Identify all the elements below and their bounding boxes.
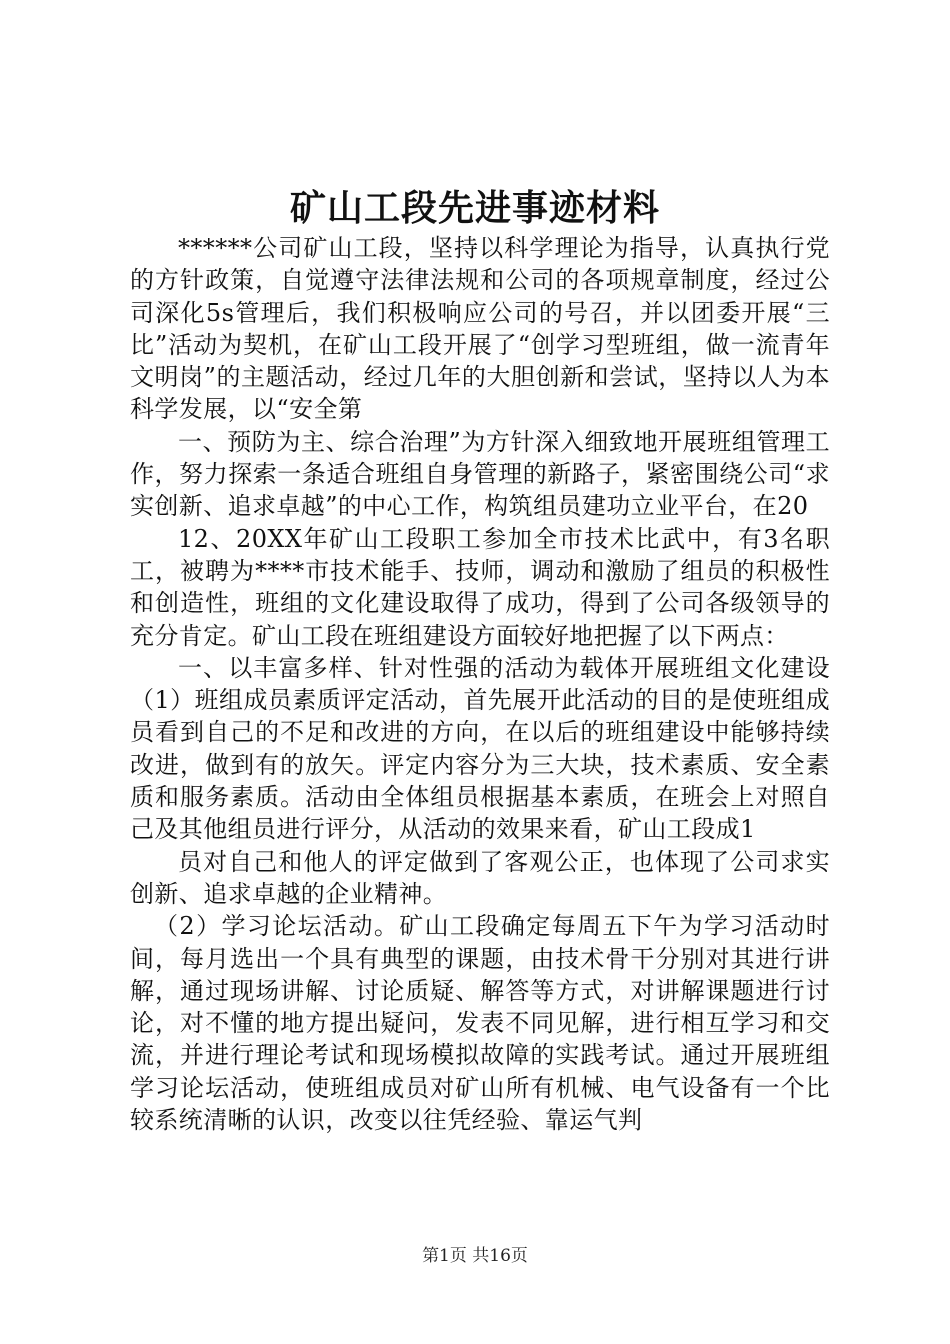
document-title: 矿山工段先进事迹材料 <box>289 187 660 229</box>
paragraph-activities-evaluation: 一、以丰富多样、针对性强的活动为载体开展班组文化建设（1）班组成员素质评定活动，首先展开此活动的目的是使班组成员看到自己的不足和改进的方向，在以后的班组建设中能够持续改进，做到有的放矢。评定内容分为三大块，技术素质、安全素质和服务素质。活动由全体组员根据基本素质，在班会上对照自己及其他组员进行评分，从活动的效果来看，矿山工段成1 <box>130 653 830 844</box>
paragraph-safety-policy: 一、预防为主、综合治理”为方针深入细致地开展班组管理工作，努力探索一条适合班组自身管理的新路子，紧密围绕公司“求实创新、追求卓越”的中心工作，构筑组员建功立业平台，在20 <box>130 427 830 521</box>
document-body <box>130 232 830 1136</box>
paragraph-intro: ******公司矿山工段，坚持以科学理论为指导，认真执行党的方针政策，自觉遵守法律法规和公司的各项规章制度，经过公司深化5s管理后，我们积极响应公司的号召，并以团委开展“三比”活动为契机，在矿山工段开展了“创学习型班组，做一流青年文明岗”的主题活动，经过几年的大胆创新和尝试，坚持以人为本科学发展，以“安全第 <box>130 234 830 424</box>
paragraph-evaluation-result: 员对自己和他人的评定做到了客观公正，也体现了公司求实创新、追求卓越的企业精神。 <box>130 847 830 908</box>
paragraph-study-forum: （2）学习论坛活动。矿山工段确定每周五下午为学习活动时间，每月选出一个具有典型的课题，由技术骨干分别对其进行讲解，通过现场讲解、讨论质疑、解答等方式，对讲解课题进行讨论，对不懂的地方提出疑问，发表不同见解，进行相互学习和交流，并进行理论考试和现场模拟故障的实践考试。通过开展班组学习论坛活动，使班组成员对矿山所有机械、电气设备有一个比较系统清晰的认识，改变以往凭经验、靠运气判 <box>130 912 830 1135</box>
page-number-footer: 第1页 共16页 <box>422 1246 528 1266</box>
paragraph-skills-competition: 12、20XX年矿山工段职工参加全市技术比武中，有3名职工，被聘为****市技术能手、技师，调动和激励了组员的积极性和创造性，班组的文化建设取得了成功，得到了公司各级领导的充分肯定。矿山工段在班组建设方面较好地把握了以下两点： <box>130 524 830 650</box>
